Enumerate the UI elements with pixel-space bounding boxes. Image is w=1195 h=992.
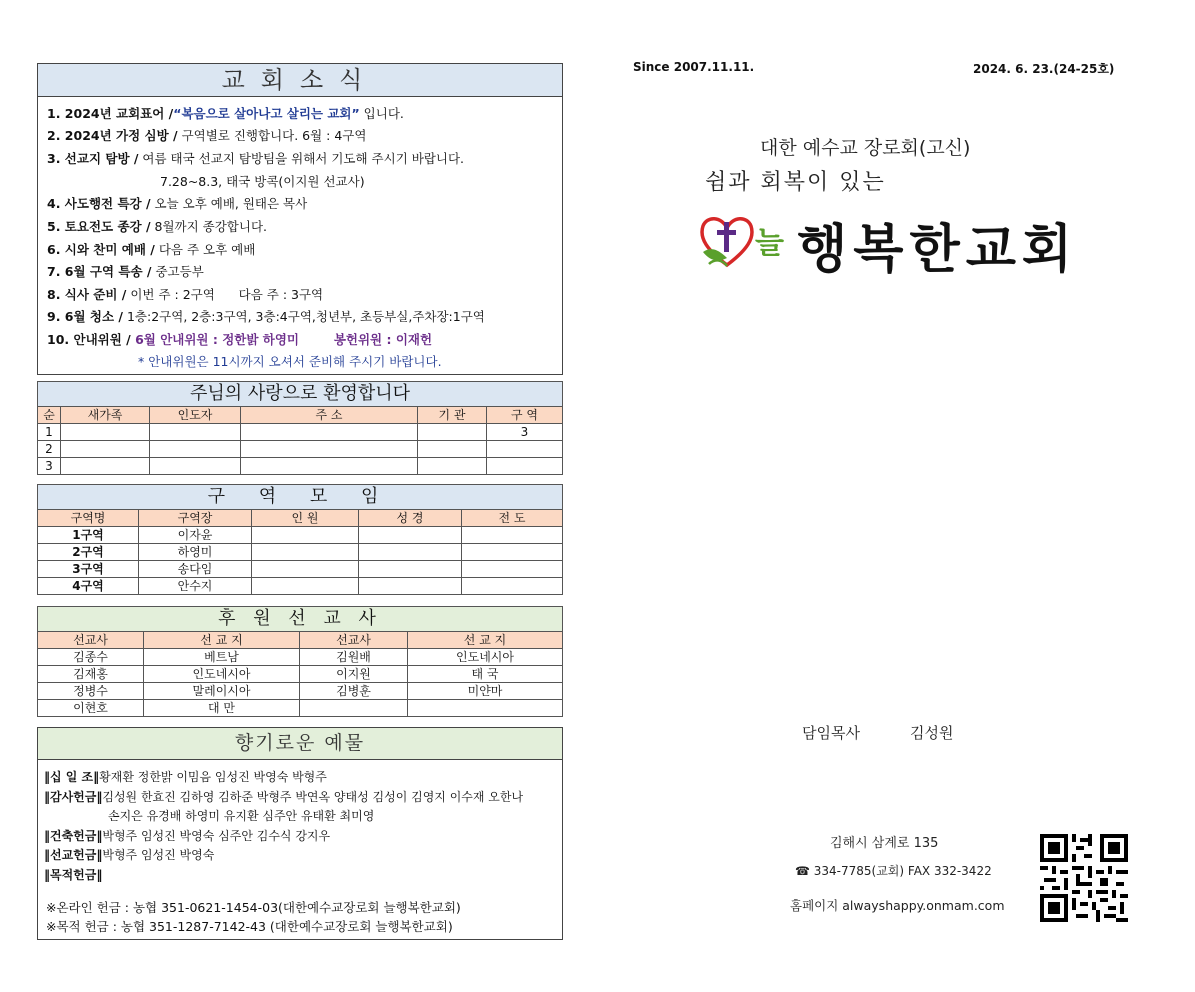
- purpose-account: ※목적 헌금 : 농협 351-1287-7142-43 (대한예수교장로회 늘행복한교회): [46, 919, 453, 934]
- welcome-header: 순: [38, 407, 61, 424]
- welcome-header: 구 역: [487, 407, 563, 424]
- district-header: 인 원: [252, 510, 359, 527]
- phone: ☎ 334-7785(교회) FAX 332-3422: [795, 864, 992, 878]
- district-table: [37, 484, 563, 595]
- church-news-title: 교회소식: [38, 64, 562, 97]
- pastor-name: 김성원: [910, 724, 954, 742]
- church-logo-icon: [697, 210, 757, 274]
- table-row: 2구역 하영미: [38, 544, 563, 561]
- offering-tithe: ‖십 일 조‖황재환 정한밝 이밈음 임성진 박영숙 박형주: [44, 770, 327, 784]
- news-item-8: 8. 식사 준비 / 이번 주 : 2구역 다음 주 : 3구역: [47, 287, 324, 302]
- missionary-title: 후 원 선 교 사: [38, 607, 563, 632]
- missionary-header: 선 교 지: [408, 632, 563, 649]
- church-name: 행복한교회: [797, 220, 1079, 280]
- table-row: 3구역 송다임: [38, 561, 563, 578]
- welcome-header: 기 관: [418, 407, 487, 424]
- district-header: 구역장: [139, 510, 252, 527]
- welcome-title: 주님의 사랑으로 환영합니다: [38, 382, 563, 407]
- district-header: 구역명: [38, 510, 139, 527]
- missionary-header: 선교사: [300, 632, 408, 649]
- church-news-box: [37, 63, 563, 375]
- district-header: 성 경: [359, 510, 462, 527]
- offering-building: ‖건축헌금‖박형주 임성진 박영숙 심주안 김수식 강지우: [44, 829, 331, 843]
- news-item-3-detail: 7.28~8.3, 태국 방콕(이지원 선교사): [160, 174, 365, 189]
- missionary-header: 선 교 지: [144, 632, 300, 649]
- table-row: 4구역 안수지: [38, 578, 563, 595]
- news-item-4: 4. 사도행전 특강 / 오늘 오후 예배, 원태은 목사: [47, 196, 308, 211]
- table-row: 정병수 말레이시아 김병훈 미얀마: [38, 683, 563, 700]
- welcome-header: 주 소: [241, 407, 418, 424]
- table-row: 1구역 이자윤: [38, 527, 563, 544]
- news-item-3: 3. 선교지 탐방 / 여름 태국 선교지 탐방팀을 위해서 기도해 주시기 바랍니다.: [47, 151, 465, 166]
- news-item-6: 6. 시와 찬미 예배 / 다음 주 오후 예배: [47, 242, 256, 257]
- tagline: 쉼과 회복이 있는: [705, 170, 886, 195]
- district-header: 전 도: [462, 510, 563, 527]
- table-row: 1 3: [38, 424, 563, 441]
- news-item-1: 1. 2024년 교회표어 /“복음으로 살아나고 살리는 교회” 입니다.: [47, 106, 404, 121]
- table-row: 이현호 대 만: [38, 700, 563, 717]
- homepage-link[interactable]: 홈페이지 alwayshappy.onmam.com: [790, 898, 1005, 913]
- news-item-10-note: * 안내위원은 11시까지 오셔서 준비해 주시기 바랍니다.: [138, 354, 442, 369]
- logo-small-text: 늘: [755, 226, 784, 261]
- offerings-box: [37, 727, 563, 940]
- welcome-table: [37, 381, 563, 475]
- missionary-header: 선교사: [38, 632, 144, 649]
- offering-thanks-cont: 손지은 유경배 하영미 유지환 심주안 유태환 최미영: [108, 809, 375, 823]
- offering-purpose: ‖목적헌금‖: [44, 868, 103, 882]
- news-item-10: 10. 안내위원 / 6월 안내위원 : 정한밝 하영미 봉헌위원 : 이재헌: [47, 332, 433, 347]
- welcome-header: 인도자: [150, 407, 241, 424]
- address: 김해시 삼계로 135: [830, 836, 939, 851]
- offering-thanks: ‖감사헌금‖김성원 한효진 김하영 김하준 박형주 박연옥 양태성 김성이 김영지 이수재 오한나: [44, 790, 524, 804]
- denomination: 대한 예수교 장로회(고신): [760, 137, 971, 159]
- table-row: 김종수 베트남 김원배 인도네시아: [38, 649, 563, 666]
- table-row: 2: [38, 441, 563, 458]
- welcome-header: 새가족: [61, 407, 150, 424]
- pastor-title: 담임목사: [802, 724, 860, 742]
- since-text: Since 2007.11.11.: [633, 60, 755, 74]
- offerings-title: 향기로운 예물: [38, 728, 562, 760]
- table-row: 3: [38, 458, 563, 475]
- news-item-7: 7. 6월 구역 특송 / 중고등부: [47, 264, 204, 279]
- news-item-9: 9. 6월 청소 / 1층:2구역, 2층:3구역, 3층:4구역,청년부, 초등부실,주차장:1구역: [47, 309, 485, 324]
- issue-date: 2024. 6. 23.(24-25호): [973, 62, 1115, 76]
- qr-code-icon: [1040, 834, 1128, 922]
- news-item-5: 5. 토요전도 종강 / 8월까지 종강합니다.: [47, 219, 268, 234]
- table-row: 김재홍 인도네시아 이지원 태 국: [38, 666, 563, 683]
- offering-mission: ‖선교헌금‖박형주 임성진 박영숙: [44, 848, 215, 862]
- missionary-table: [37, 606, 563, 717]
- online-account: ※온라인 헌금 : 농협 351-0621-1454-03(대한예수교장로회 늘행복한교회): [46, 900, 461, 915]
- district-title: 구 역 모 임: [38, 485, 563, 510]
- news-item-2: 2. 2024년 가정 심방 / 구역별로 진행합니다. 6월 : 4구역: [47, 128, 367, 143]
